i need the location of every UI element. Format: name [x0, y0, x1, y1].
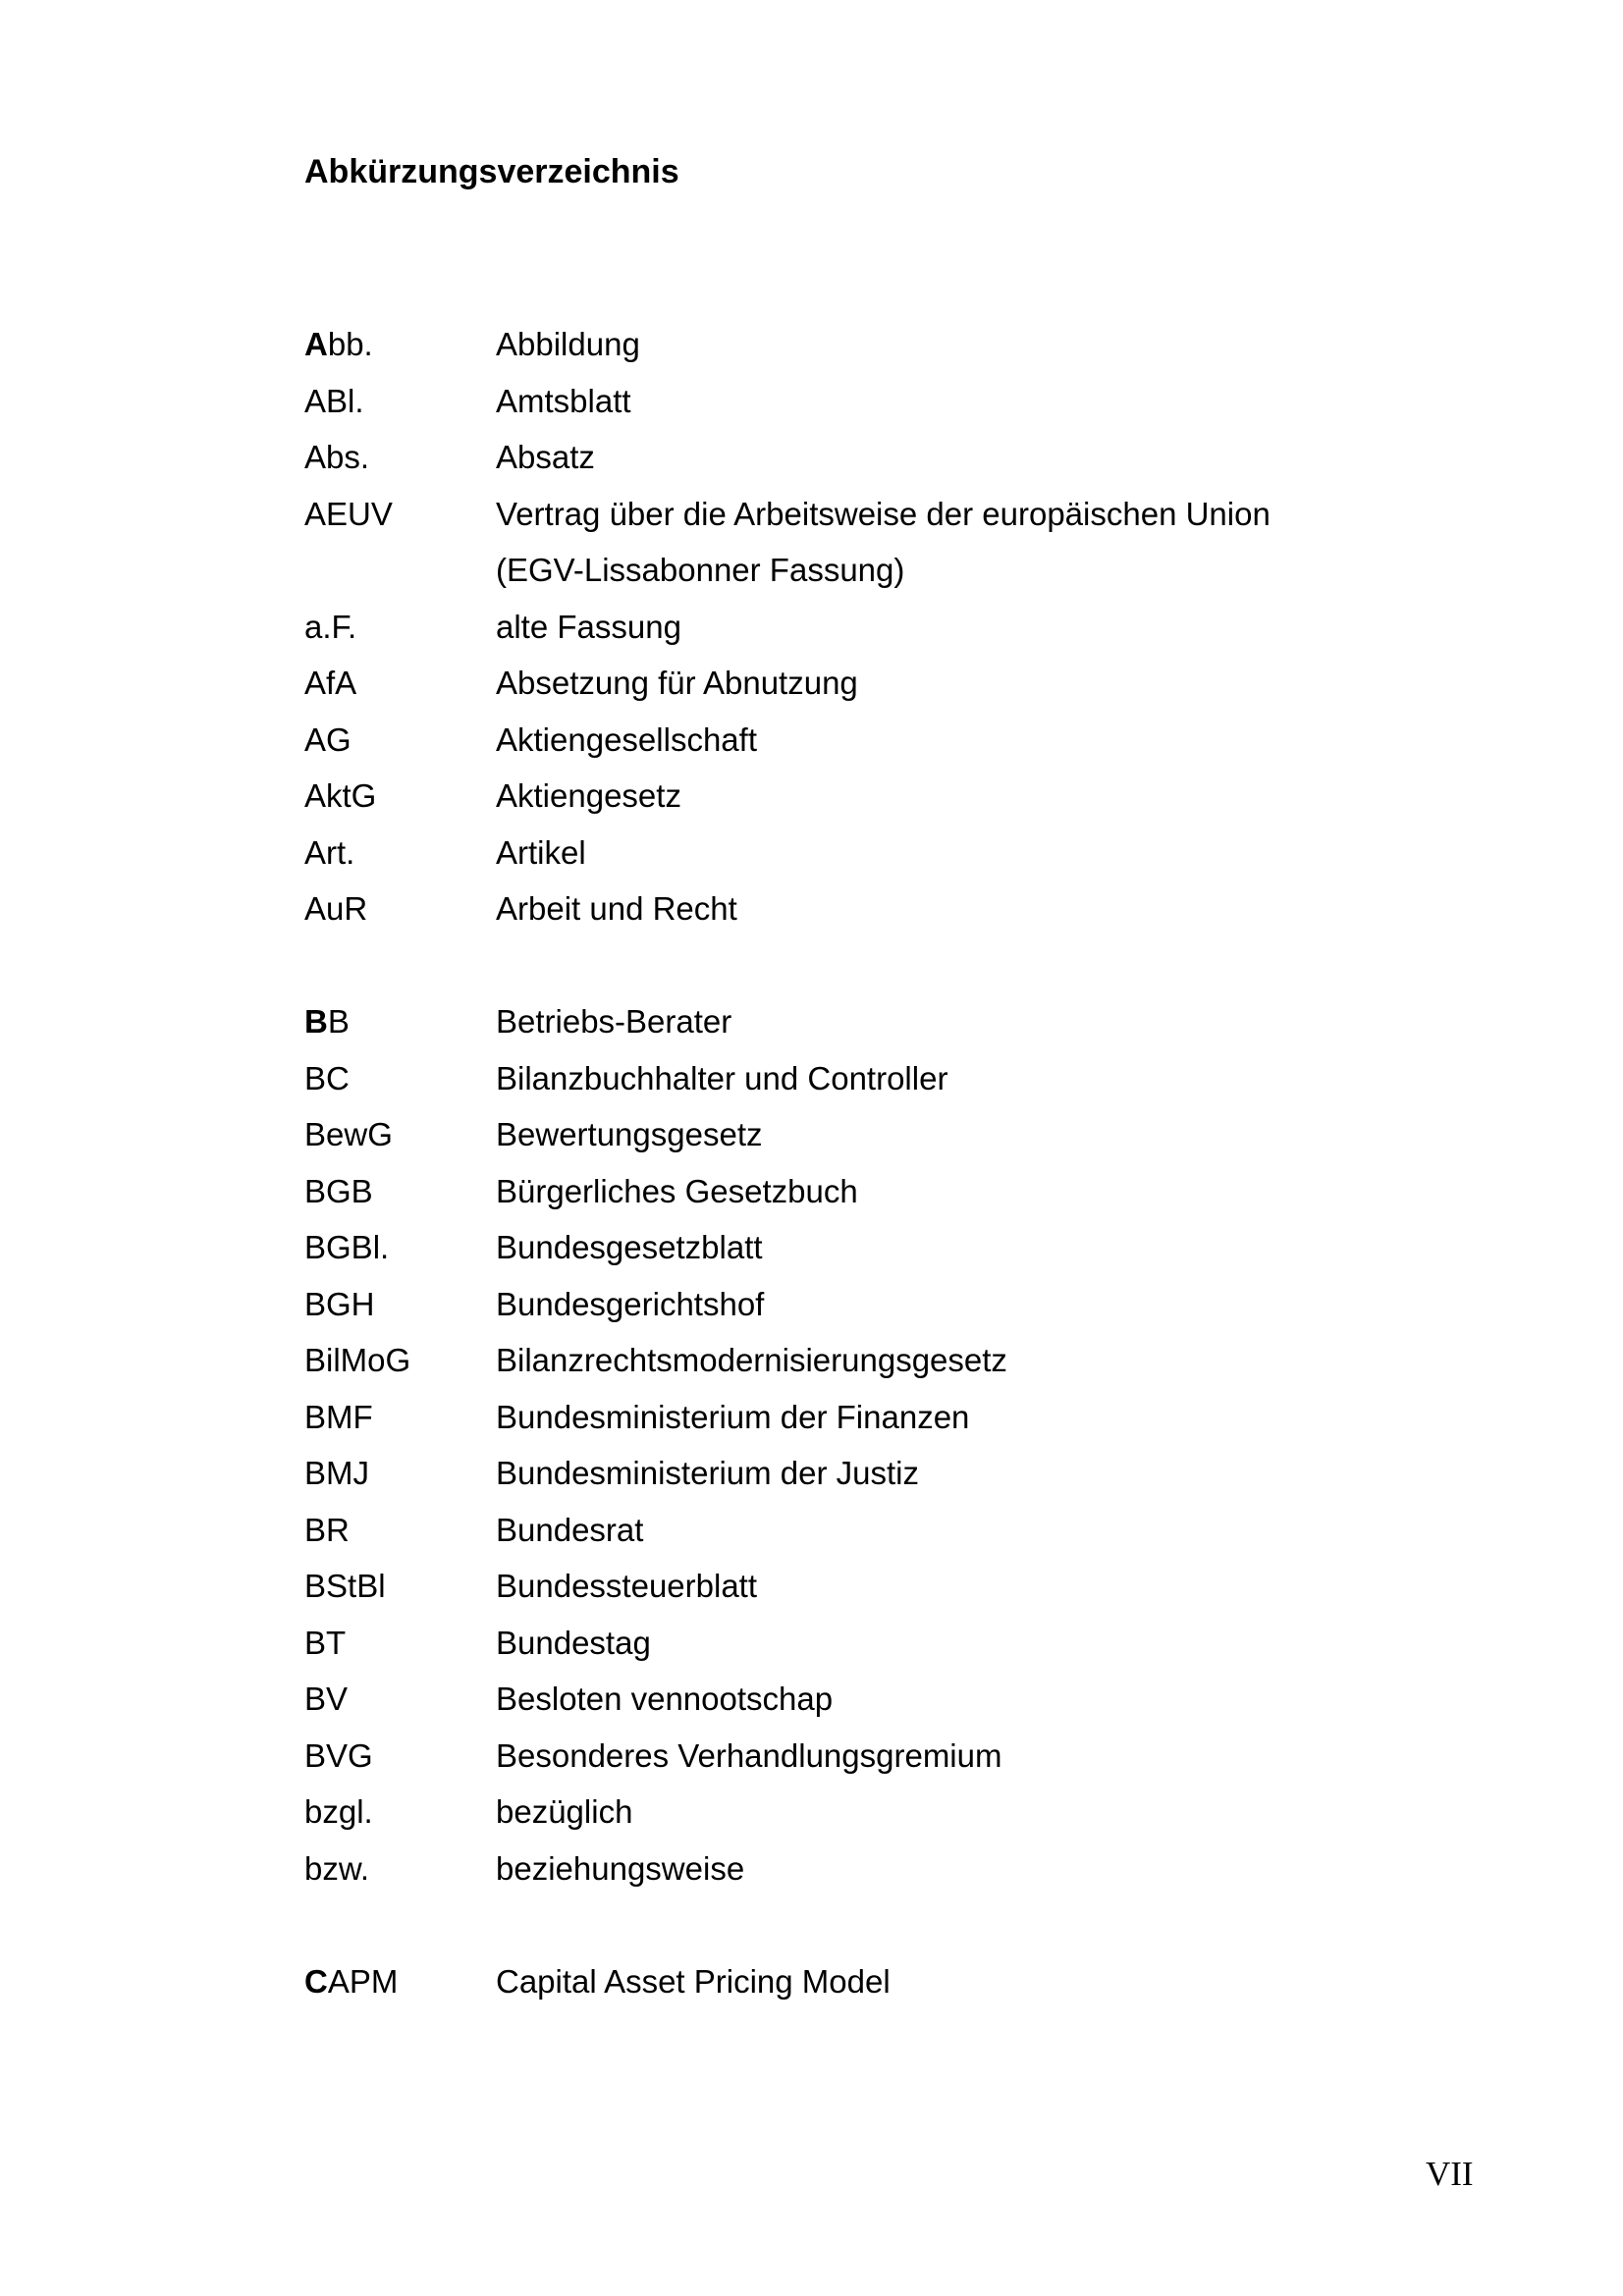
- abbreviation-term: bzw.: [304, 1849, 370, 1887]
- abbreviation-row: [304, 1276, 1271, 1333]
- abbreviation-definition: Bundesgesetzblatt: [496, 1229, 763, 1265]
- abbreviation-row: [304, 486, 1271, 543]
- abbreviation-row: [304, 1671, 1271, 1728]
- abbreviation-term: CAPM: [304, 1962, 399, 2000]
- abbreviation-row: [304, 316, 1271, 373]
- abbreviation-row: [304, 1558, 1271, 1615]
- abbreviation-row: [304, 1445, 1271, 1502]
- abbreviation-term: ABl.: [304, 382, 364, 419]
- abbreviation-row: [304, 599, 1271, 656]
- abbreviation-row: [304, 712, 1271, 769]
- abbreviation-term: AG: [304, 721, 352, 758]
- abbreviation-row: [304, 881, 1271, 937]
- abbreviation-definition: Capital Asset Pricing Model: [496, 1962, 891, 2000]
- abbreviation-definition: Besloten vennootschap: [496, 1681, 834, 1717]
- abbreviation-row: [304, 1106, 1271, 1163]
- abbreviation-definition: Artikel: [496, 833, 586, 871]
- abbreviation-definition: Vertrag über die Arbeitsweise der europäischen Union: [496, 495, 1271, 532]
- abbreviation-term: BV: [304, 1681, 349, 1717]
- abbreviation-definition: Abbildung: [496, 326, 640, 362]
- abbreviation-term: AktG: [304, 777, 377, 814]
- section-lead-letter: A: [304, 326, 328, 362]
- abbreviation-definition: Amtsblatt: [496, 382, 631, 419]
- abbreviation-term: BB: [304, 1003, 350, 1040]
- abbreviation-term: a.F.: [304, 608, 357, 645]
- abbreviation-row: [304, 1389, 1271, 1446]
- abbreviation-term: BGBl.: [304, 1229, 390, 1265]
- page-number: VII: [1426, 2155, 1474, 2193]
- abbreviation-term: BStBl: [304, 1568, 386, 1604]
- abbreviation-definition: Bundesgerichtshof: [496, 1285, 765, 1322]
- abbreviation-definition: Besonderes Verhandlungsgremium: [496, 1736, 1002, 1774]
- section-spacer: [304, 937, 1271, 994]
- abbreviation-term: BVG: [304, 1736, 373, 1774]
- abbreviation-term: BMJ: [304, 1455, 369, 1491]
- page-title: Abkürzungsverzeichnis: [304, 153, 679, 190]
- abbreviation-definition: Bundesministerium der Finanzen: [496, 1398, 970, 1435]
- abbreviation-definition: Aktiengesetz: [496, 777, 681, 814]
- abbreviation-row: [304, 1332, 1271, 1389]
- abbreviation-definition: Aktiengesellschaft: [496, 721, 757, 758]
- abbreviation-definition: Arbeit und Recht: [496, 890, 737, 927]
- abbreviation-definition: Bundessteuerblatt: [496, 1568, 758, 1604]
- abbreviation-row: [304, 1219, 1271, 1276]
- abbreviation-definition: Bilanzrechtsmodernisierungsgesetz: [496, 1342, 1007, 1378]
- abbreviation-row: [304, 655, 1271, 712]
- abbreviation-term: Art.: [304, 833, 355, 871]
- abbreviation-term: BGB: [304, 1172, 373, 1209]
- abbreviation-row: [304, 1502, 1271, 1559]
- abbreviation-term: BT: [304, 1624, 347, 1661]
- abbreviation-row: [304, 993, 1271, 1050]
- abbreviation-definition: beziehungsweise: [496, 1849, 745, 1887]
- abbreviation-definition: bezüglich: [496, 1793, 633, 1830]
- abbreviation-term: bzgl.: [304, 1793, 373, 1830]
- abbreviation-term: BewG: [304, 1116, 393, 1152]
- abbreviation-definition: Betriebs-Berater: [496, 1003, 732, 1040]
- abbreviation-term: BGH: [304, 1285, 375, 1322]
- abbreviation-list: [304, 316, 1271, 2009]
- abbreviation-row: [304, 768, 1271, 825]
- abbreviation-row: [304, 1953, 1271, 2010]
- abbreviation-definition: Absatz: [496, 439, 595, 475]
- abbreviation-definition: Bürgerliches Gesetzbuch: [496, 1172, 858, 1209]
- abbreviation-term: Abb.: [304, 326, 373, 362]
- abbreviation-row: [304, 429, 1271, 486]
- abbreviation-definition: Bundesministerium der Justiz: [496, 1455, 919, 1491]
- abbreviation-term: AuR: [304, 890, 368, 927]
- abbreviation-term: Abs.: [304, 439, 370, 475]
- abbreviation-row: [304, 1728, 1271, 1785]
- abbreviation-row: [304, 1841, 1271, 1897]
- abbreviation-row: [304, 1050, 1271, 1107]
- abbreviation-definition: Bilanzbuchhalter und Controller: [496, 1059, 948, 1096]
- abbreviation-row: [304, 1784, 1271, 1841]
- abbreviation-term: AEUV: [304, 495, 393, 532]
- abbreviation-term: BMF: [304, 1398, 373, 1435]
- section-lead-letter: B: [304, 1003, 328, 1040]
- abbreviation-term: AfA: [304, 665, 357, 701]
- abbreviation-term: BilMoG: [304, 1342, 411, 1378]
- abbreviation-term: [304, 542, 496, 599]
- abbreviation-definition: Bundestag: [496, 1624, 651, 1661]
- abbreviation-row: [304, 542, 1271, 599]
- abbreviation-definition: Bundesrat: [496, 1511, 644, 1548]
- abbreviation-definition: (EGV-Lissabonner Fassung): [496, 552, 905, 588]
- abbreviation-row: [304, 373, 1271, 430]
- abbreviation-definition: Bewertungsgesetz: [496, 1116, 763, 1152]
- abbreviation-row: [304, 1163, 1271, 1220]
- abbreviation-row: [304, 1615, 1271, 1672]
- abbreviation-term: BR: [304, 1511, 350, 1548]
- abbreviation-row: [304, 825, 1271, 881]
- abbreviation-term: BC: [304, 1059, 350, 1096]
- abbreviation-definition: Absetzung für Abnutzung: [496, 665, 858, 701]
- section-lead-letter: C: [304, 1962, 328, 2000]
- section-spacer: [304, 1896, 1271, 1953]
- abbreviation-definition: alte Fassung: [496, 608, 681, 645]
